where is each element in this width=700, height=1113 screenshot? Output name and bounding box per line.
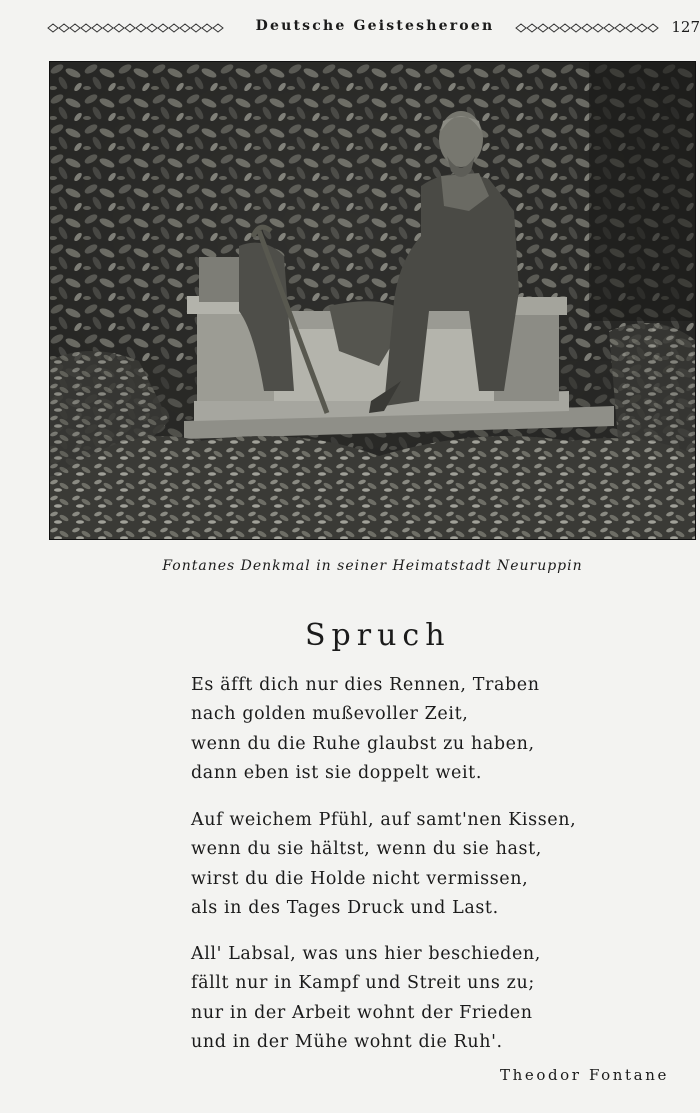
stanza-2: [191, 806, 591, 923]
poem-line: nur in der Arbeit wohnt der Frieden: [191, 1002, 533, 1023]
running-header: [0, 0, 700, 50]
stanza-1: [191, 671, 591, 788]
running-title: Deutsche Geistesheroen: [255, 18, 495, 34]
poem-line: wirst du die Holde nicht vermissen,: [191, 868, 529, 889]
poem-line: wenn du sie hältst, wenn du sie hast,: [191, 839, 542, 860]
poem-line: nach golden mußevoller Zeit,: [191, 704, 469, 725]
poem-line: All' Labsal, was uns hier beschieden,: [191, 944, 541, 964]
poem-line: wenn du die Ruhe glaubst zu haben,: [191, 733, 535, 754]
stanza-3: [191, 940, 591, 1057]
poem-line: dann eben ist sie doppelt weit.: [191, 762, 482, 783]
poem-line: Es äfft dich nur dies Rennen, Traben: [191, 675, 540, 695]
poem-author: Theodor Fontane: [500, 1066, 669, 1084]
poem-line: Auf weichem Pfühl, auf samt'nen Kissen,: [191, 810, 577, 830]
poem-line: und in der Mühe wohnt die Ruh'.: [191, 1031, 503, 1052]
right-ornament-border: [514, 17, 668, 39]
poem-line: fällt nur in Kampf und Streit uns zu;: [191, 973, 535, 994]
poem-title: Spruch: [305, 618, 451, 653]
page-number: 127: [671, 18, 700, 36]
figure-caption: Fontanes Denkmal in seiner Heimatstadt Neuruppin: [162, 558, 583, 574]
monument-photograph: [49, 61, 696, 540]
left-ornament-border: [46, 17, 231, 39]
poem-line: als in des Tages Druck und Last.: [191, 897, 499, 918]
